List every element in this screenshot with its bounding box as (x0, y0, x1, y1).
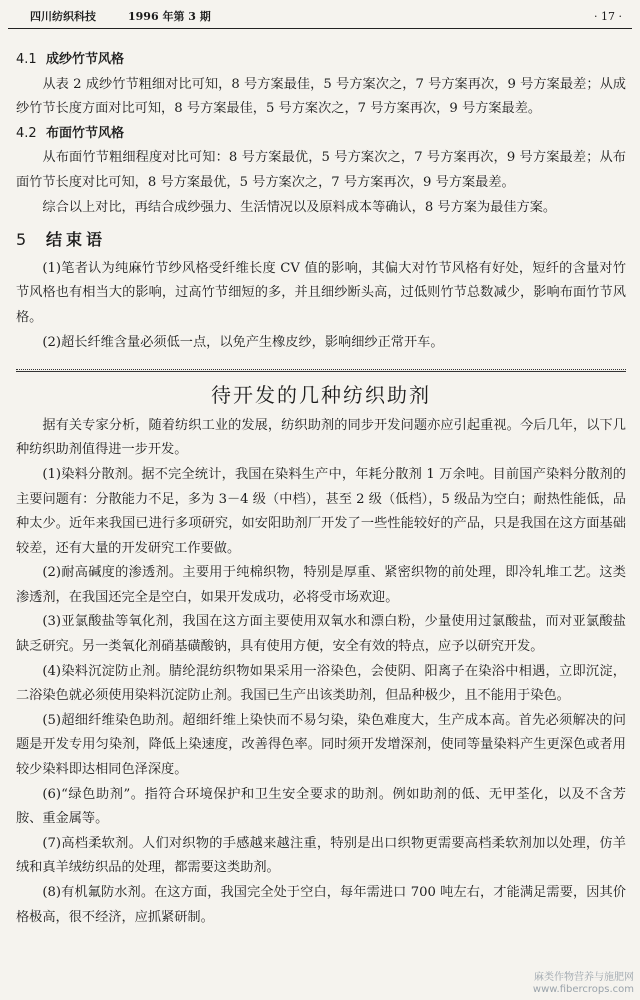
article-intro: 据有关专家分析，随着纺织工业的发展，纺织助剂的同步开发问题亦应引起重视。今后几年，以下几种纺织助剂值得进一步开发。 (16, 417, 626, 458)
journal-name: 四川纺织科技 (30, 10, 96, 23)
paragraph: 综合以上对比，再结合成纱强力、生活情况以及原料成本等确认，8 号方案为最佳方案。 (42, 199, 557, 215)
article-item: (6)“绿色助剂”。指符合环境保护和卫生安全要求的助剂。例如助剂的低、无甲荃化，以及不含芳胺、重金属等。 (16, 786, 626, 827)
paragraph: 从表 2 成纱竹节粗细对比可知，8 号方案最佳，5 号方案次之，7 号方案再次，9 号方案最差；从成纱竹节长度方面对比可知，8 号方案最佳，5 号方案次之，7 号方案再次，9 号方案最差。 (16, 76, 626, 117)
article-item: (4)染料沉淀防止剂。腈纶混纺织物如果采用一浴染色，会使阴、阳离子在染浴中相遇，立即沉淀，二浴染色就必须使用染料沉淀防止剂。我国已生产出该类助剂，但品种极少，且不能用于染色。 (16, 663, 626, 704)
article-item: (3)亚氯酸盐等氧化剂，我国在这方面主要使用双氧水和漂白粉，少量使用过氯酸盐，而对亚氯酸盐缺乏研究。另一类氧化剂硝基磺酸钠，具有使用方便，安全有效的特点，应予以研究开发。 (16, 614, 626, 655)
conclusion-item: (1)笔者认为纯麻竹节纱风格受纤维长度 CV 值的影响，其偏大对竹节风格有好处，短纤的含量对竹节风格也有相当大的影响，过高竹节细短的多，并且细纱断头高，过低则竹节总数减少，影响布面竹节风格。 (16, 260, 626, 325)
article-item: (7)高档柔软剂。人们对织物的手感越来越注重，特别是出口织物更需要高档柔软剂加以处理，仿羊绒和真羊绒纺织品的处理，都需要这类助剂。 (16, 835, 626, 876)
article-item: (2)耐高碱度的渗透剂。主要用于纯棉织物，特别是厚重、紧密织物的前处理，即冷轧堆工艺。这类渗透剂，在我国还完全是空白，如果开发成功，必将受市场欢迎。 (16, 565, 626, 605)
article-divider (16, 367, 626, 373)
page-content (16, 48, 626, 930)
conclusion-item: (2)超长纤维含量必须低一点，以免产生橡皮纱，影响细纱正常开车。 (42, 334, 444, 350)
page-number: · 17 · (594, 10, 622, 23)
article-item: (1)染料分散剂。据不完全统计，我国在染料生产中，年耗分散剂 1 万余吨。目前国产染料分散剂的主要问题有：分散能力不足，多为 3－4 级（中档），甚至 2 级（低档），5 级品为空白；耐热性能低，品种太少。近年来我国已进行多项研究，如安阳助剂厂开发了一些性能较好的产品，只是我国在这方面基础较差，还有大量的开发研究工作要做。 (16, 466, 626, 556)
paragraph: 从布面竹节粗细程度对比可知：8 号方案最优，5 号方案次之，7 号方案再次，9 号方案最差；从布面竹节长度对比可知，8 号方案最优，5 号方案次之，7 号方案再次，9 号方案最差。 (16, 150, 626, 190)
issue-label: 1996 年第 3 期 (128, 10, 211, 23)
subsection-number: 4.2 (16, 125, 37, 141)
subsection-number: 4.1 (16, 52, 37, 67)
running-header (8, 6, 632, 29)
subsection-title: 布面竹节风格 (46, 125, 125, 141)
article-item: (5)超细纤维染色助剂。超细纤维上染快而不易匀染，染色难度大，生产成本高。首先必须解决的问题是开发专用匀染剂，降低上染速度，改善得色率。同时须开发增深剂，使同等量染料产生更深色或者用较少染料即达相同色泽深度。 (16, 712, 626, 778)
section-title: 结束语 (46, 230, 107, 250)
section-heading-5 (16, 228, 626, 253)
subsection-heading-4-1 (16, 48, 626, 73)
watermark-url: www.fibercrops.com (532, 984, 634, 995)
section-number: 5 (16, 230, 31, 250)
article-item: (8)有机氟防水剂。在这方面，我国完全处于空白，每年需进口 700 吨左右，才能满足需要，因其价格极高，很不经济，应抓紧研制。 (16, 885, 626, 925)
article-title: 待开发的几种纺织助剂 (211, 383, 431, 408)
watermark-name: 麻类作物营养与施肥网 (534, 972, 634, 983)
subsection-title: 成纱竹节风格 (46, 52, 125, 67)
subsection-heading-4-2 (16, 122, 626, 147)
site-watermark (533, 972, 634, 996)
